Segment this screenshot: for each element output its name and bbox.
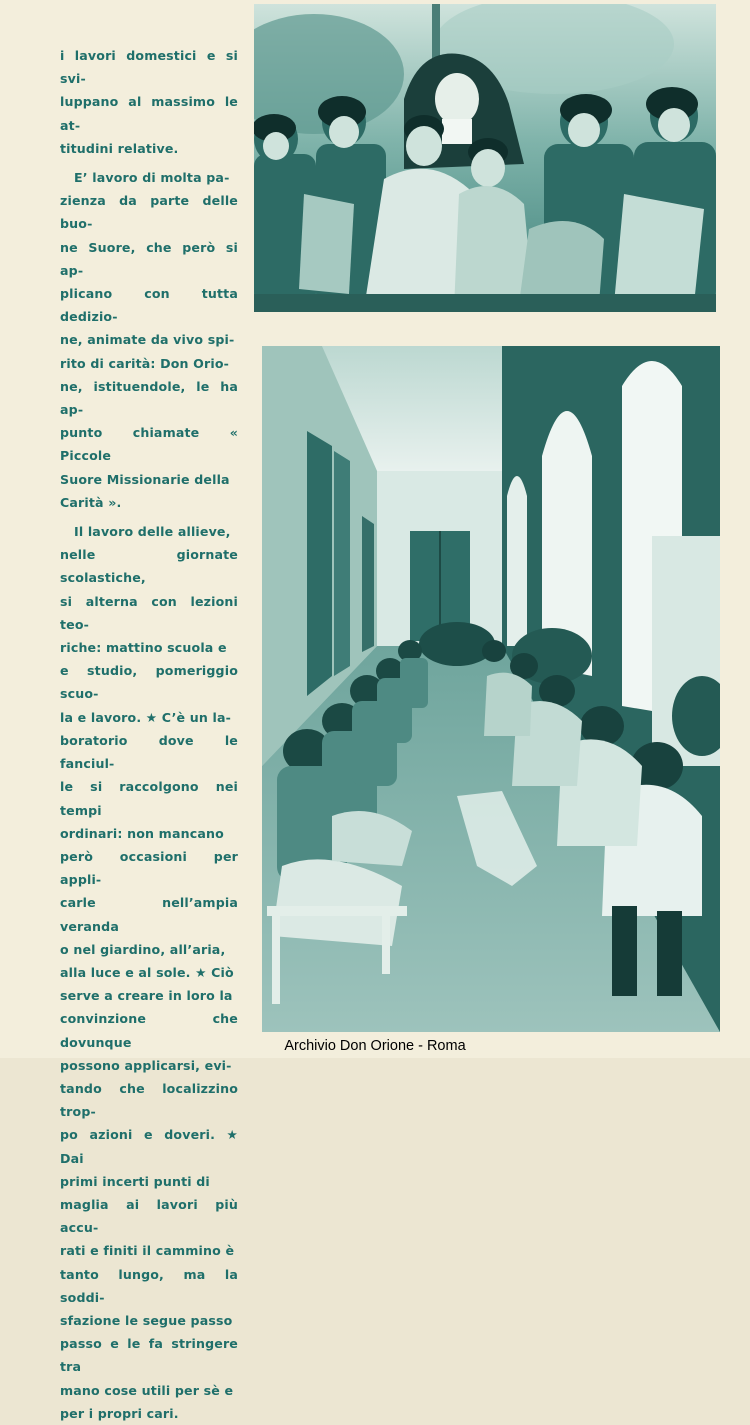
text-line: nelle giornate scolastiche,: [60, 547, 238, 586]
text-line: alla luce e al sole. ★ Ciò: [60, 964, 234, 980]
paragraph-2: [60, 166, 238, 514]
text-line: Suore Missionarie della: [60, 471, 230, 487]
article-text-column: [60, 44, 238, 1425]
text-line: rati e finiti il cammino è: [60, 1243, 235, 1259]
text-line: E’ lavoro di molta pa-: [74, 170, 230, 186]
text-line: ne, istituendole, le ha ap-: [60, 378, 238, 418]
text-line: serve a creare in loro la: [60, 988, 233, 1004]
text-line: plicano con tutta dedizio-: [60, 286, 238, 325]
text-line: luppano al massimo le at-: [60, 94, 238, 133]
text-line: convinzione che dovunque: [60, 1011, 238, 1050]
text-line: Il lavoro delle allieve,: [74, 524, 231, 540]
text-line: passo e le fa stringere tra: [60, 1336, 238, 1375]
text-line: però occasioni per appli-: [60, 848, 238, 888]
text-line: la e lavoro. ★ C’è un la-: [60, 709, 232, 725]
photo-bottom-illustration: [262, 346, 720, 1032]
text-line: le si raccolgono nei tempi: [60, 779, 238, 818]
text-line: titudini relative.: [60, 140, 179, 156]
text-line: e studio, pomeriggio scuo-: [60, 663, 238, 702]
text-line: riche: mattino scuola e: [60, 640, 227, 656]
text-line: zienza da parte delle buo-: [60, 193, 238, 232]
text-line: ne, animate da vivo spi-: [60, 332, 235, 348]
archive-footer: Archivio Don Orione - Roma: [284, 1038, 466, 1054]
text-line: tanto lungo, ma la soddi-: [60, 1266, 238, 1305]
text-line: si alterna con lezioni teo-: [60, 593, 238, 632]
text-line: possono applicarsi, evi-: [60, 1057, 232, 1073]
text-line: per i propri cari.: [60, 1405, 179, 1421]
paragraph-1: [60, 44, 238, 160]
text-line: ne Suore, che però si ap-: [60, 239, 238, 278]
text-line: Carità ».: [60, 494, 122, 510]
text-line: sfazione le segue passo: [60, 1312, 233, 1328]
paragraph-3: [60, 520, 238, 1425]
text-line: maglia ai lavori più accu-: [60, 1196, 238, 1236]
text-line: punto chiamate « Piccole: [60, 425, 238, 464]
text-line: tando che localizzino trop-: [60, 1080, 238, 1120]
text-line: po azioni e doveri. ★ Dai: [60, 1127, 238, 1166]
photo-girls-knitting-with-nun: [254, 4, 716, 312]
text-line: carle nell’ampia veranda: [60, 895, 238, 934]
text-line: rito di carità: Don Orio-: [60, 355, 230, 371]
photo-top-illustration: [254, 4, 716, 312]
text-line: ordinari: non mancano: [60, 825, 224, 841]
text-line: i lavori domestici e si svi-: [60, 48, 238, 87]
text-line: primi incerti punti di: [60, 1173, 210, 1189]
photo-veranda-knitting-class: [262, 346, 720, 1032]
text-line: o nel giardino, all’aria,: [60, 941, 226, 957]
text-line: mano cose utili per sè e: [60, 1382, 234, 1398]
text-line: boratorio dove le fanciul-: [60, 732, 238, 772]
